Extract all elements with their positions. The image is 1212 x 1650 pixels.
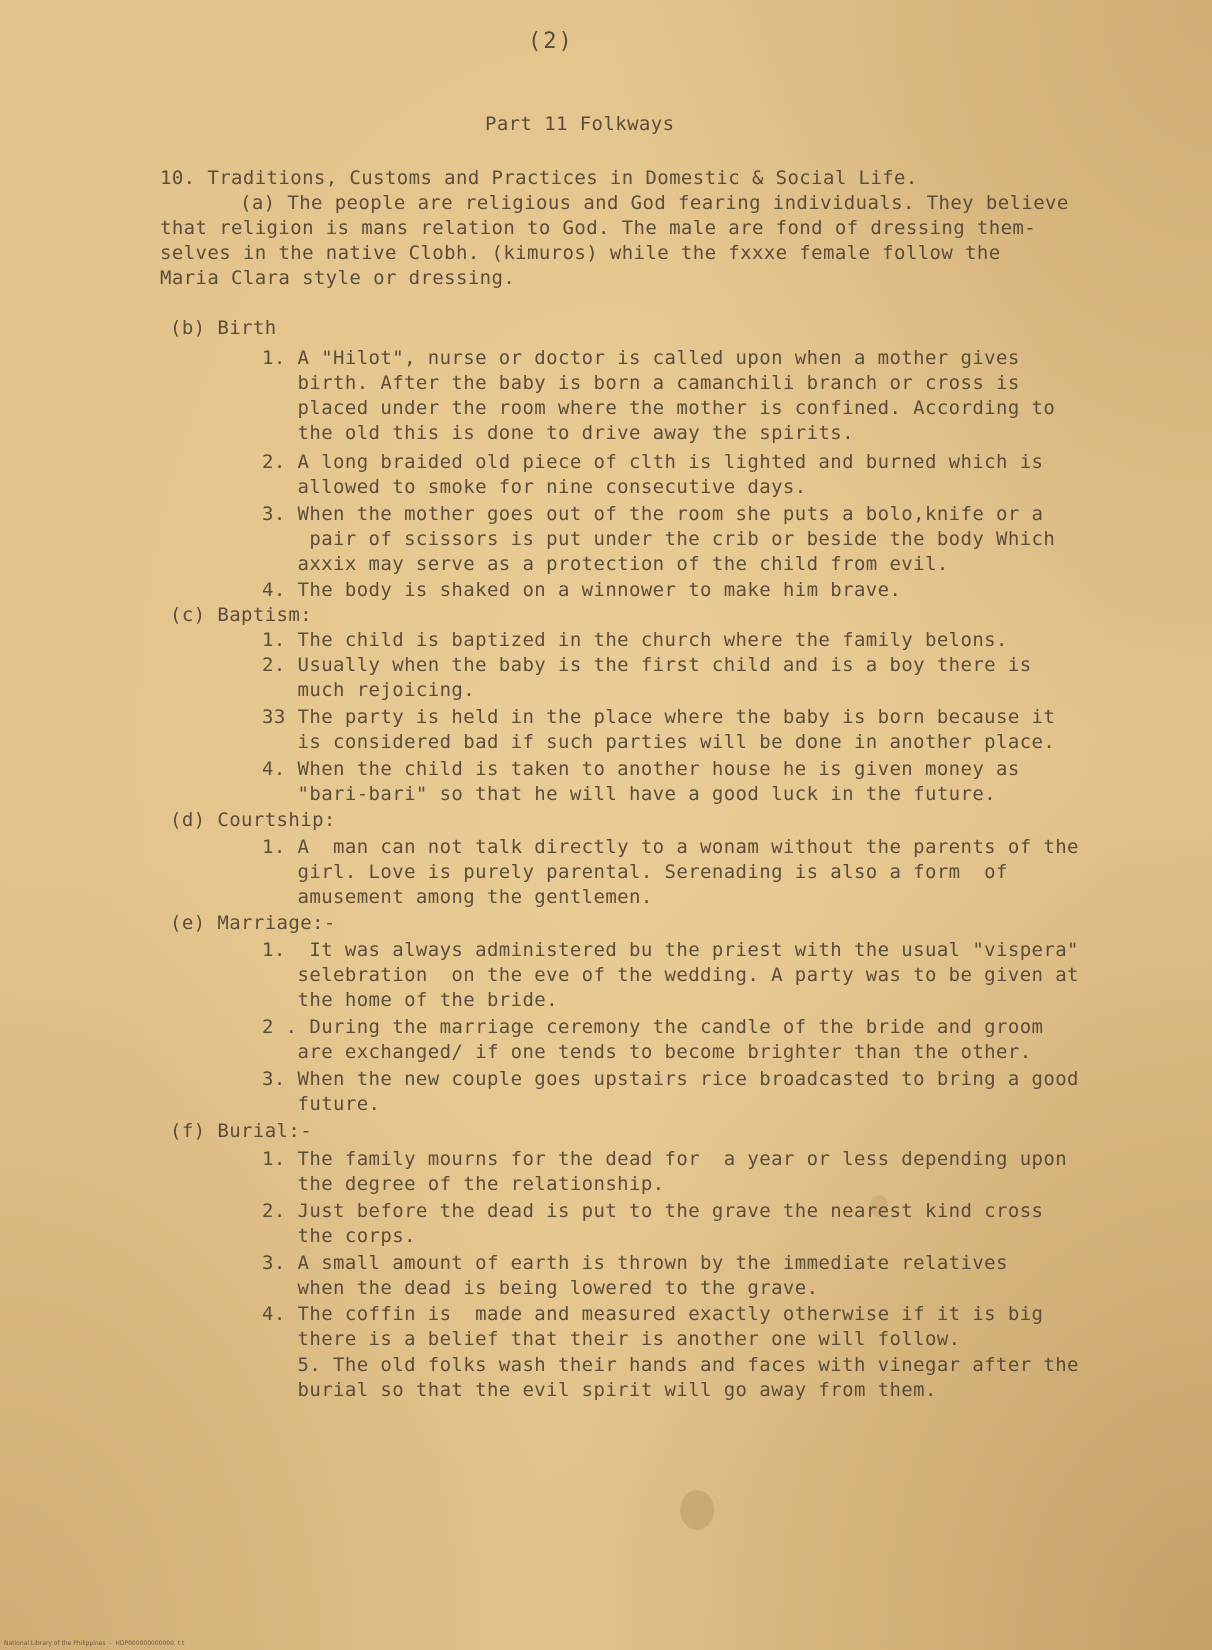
baptism-line: "bari-bari" so that he will have a good luck in the future.	[262, 783, 997, 805]
baptism-line: 1. The child is baptized in the church where the family belons.	[262, 629, 1008, 651]
burial-line: 4. The coffin is made and measured exactly otherwise if it is big	[262, 1303, 1044, 1325]
birth-line: 1. A "Hilot", nurse or doctor is called upon when a mother gives	[262, 347, 1020, 369]
burial-line: the degree of the relationship.	[262, 1173, 665, 1195]
baptism-heading: (c) Baptism:	[170, 604, 313, 626]
baptism-line: is considered bad if such parties will be done in another place.	[262, 731, 1056, 753]
burial-line: 3. A small amount of earth is thrown by the immediate relatives	[262, 1252, 1008, 1274]
burial-line: the corps.	[262, 1225, 416, 1247]
baptism-line: 4. When the child is taken to another house he is given money as	[262, 758, 1020, 780]
burial-line: burial so that the evil spirit will go away from them.	[262, 1379, 937, 1401]
birth-line: birth. After the baby is born a camanchili branch or cross is	[262, 372, 1020, 394]
birth-line: axxix may serve as a protection of the child from evil.	[262, 553, 949, 575]
birth-line: 3. When the mother goes out of the room she puts a bolo,knife or a	[262, 503, 1044, 525]
library-footer: National Library of the Philippines - HDP000000000000. t.t	[4, 1640, 185, 1647]
courtship-line: 1. A man can not talk directly to a wonam without the parents of the	[262, 836, 1079, 858]
marriage-line: 3. When the new couple goes upstairs rice broadcasted to bring a good	[262, 1068, 1079, 1090]
baptism-line: 33 The party is held in the place where the baby is born because it	[262, 706, 1056, 728]
intro-line: that religion is mans relation to God. The male are fond of dressing them-	[160, 217, 1037, 239]
section-heading: 10. Traditions, Customs and Practices in Domestic & Social Life.	[160, 167, 918, 189]
birth-line: placed under the room where the mother is confined. According to	[262, 397, 1056, 419]
burial-heading: (f) Burial:-	[170, 1120, 313, 1142]
courtship-line: girl. Love is purely parental. Serenading is also a form of	[262, 861, 1008, 883]
birth-line: pair of scissors is put under the crib or beside the body Which	[262, 528, 1056, 550]
burial-line: 1. The family mourns for the dead for a year or less depending upon	[262, 1148, 1068, 1170]
courtship-line: amusement among the gentlemen.	[262, 886, 653, 908]
birth-line: allowed to smoke for nine consecutive days.	[262, 476, 807, 498]
marriage-line: 1. It was always administered bu the priest with the usual "vispera"	[262, 939, 1079, 961]
burial-line: there is a belief that their is another one will follow.	[262, 1328, 961, 1350]
marriage-line: the home of the bride.	[262, 989, 558, 1011]
marriage-line: are exchanged/ if one tends to become brighter than the other.	[262, 1041, 1032, 1063]
baptism-line: much rejoicing.	[262, 679, 476, 701]
paper-stain	[680, 1490, 714, 1530]
marriage-line: 2 . During the marriage ceremony the candle of the bride and groom	[262, 1016, 1044, 1038]
intro-line: Maria Clara style or dressing.	[160, 267, 516, 289]
marriage-line: future.	[262, 1093, 381, 1115]
courtship-heading: (d) Courtship:	[170, 809, 336, 831]
page-title: Part 11 Folkways	[485, 113, 675, 135]
intro-line: (a) The people are religious and God fearing individuals. They believe	[240, 192, 1069, 214]
burial-line: 2. Just before the dead is put to the grave the nearest kind cross	[262, 1200, 1044, 1222]
marriage-line: selebration on the eve of the wedding. A party was to be given at	[262, 964, 1079, 986]
marriage-heading: (e) Marriage:-	[170, 912, 336, 934]
birth-line: the old this is done to drive away the spirits.	[262, 422, 854, 444]
page-number: (2)	[528, 29, 574, 54]
birth-line: 4. The body is shaked on a winnower to make him brave.	[262, 579, 902, 601]
burial-line: when the dead is being lowered to the grave.	[262, 1277, 819, 1299]
intro-line: selves in the native Clobh. (kimuros) while the fxxxe female follow the	[160, 242, 1001, 264]
birth-heading: (b) Birth	[170, 317, 277, 339]
baptism-line: 2. Usually when the baby is the first child and is a boy there is	[262, 654, 1032, 676]
birth-line: 2. A long braided old piece of clth is lighted and burned which is	[262, 451, 1044, 473]
burial-line: 5. The old folks wash their hands and faces with vinegar after the	[262, 1354, 1079, 1376]
